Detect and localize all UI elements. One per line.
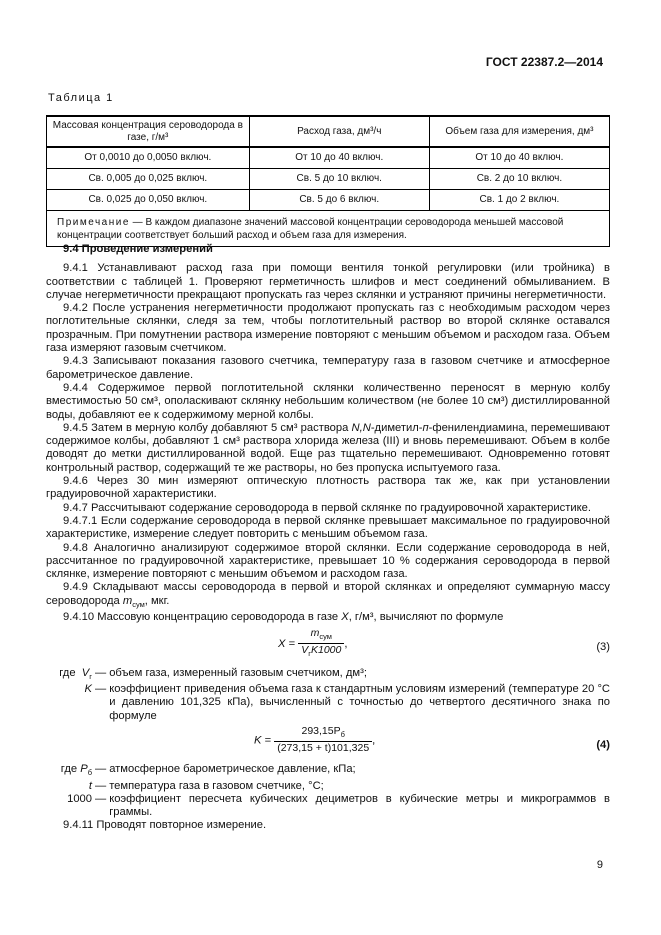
where-dash: —	[95, 762, 107, 775]
paragraph-9-4-8: 9.4.8 Аналогично анализируют содержимое второй склянки. Если содержание сероводорода в ней, рассчитанное по градуировочной характеристике, превышает 10 % содержания сероводорода в первой склянке, измерение повторяют с меньшим объемом и расходом газа.	[46, 541, 610, 581]
text-run: б	[340, 730, 345, 740]
note-label: Примечание	[57, 216, 130, 228]
where-dash: —	[95, 683, 107, 696]
where-item	[46, 667, 610, 684]
text-run: 9.4.9 Складывают массы сероводорода в первой и второй склянках и определяют суммарную массу сероводорода	[46, 581, 610, 607]
column-header: Массовая концентрация сероводорода в газе, г/м³	[47, 116, 250, 147]
table-cell: Св. 2 до 10 включ.	[429, 168, 609, 189]
where-dash: —	[95, 779, 107, 792]
text-run: -фенилендиамина, перемешивают содержимое колбы, добавляют 1 см³ раствора хлорида железа (III) и вновь перемешивают. Объем в колбе доводят до метки дистиллированной водой. Еще раз тщательно перемешивают. Одновременно готовят контрольный раствор, содержащий те же растворы, но без пропуска испытуемого газа.	[46, 421, 610, 474]
text-run: сум	[132, 599, 145, 609]
text-run: сум	[319, 631, 332, 641]
table-caption: Таблица 1	[48, 92, 114, 104]
table-cell: Св. 1 до 2 включ.	[429, 189, 609, 210]
table-cell: Св. 5 до 6 включ.	[249, 189, 429, 210]
table-header-row	[47, 116, 610, 147]
where-symbol	[46, 667, 95, 684]
formula-number: (4)	[596, 738, 610, 751]
formula-denominator: (273,15 + t)101,325	[277, 742, 370, 755]
where-symbol	[46, 763, 95, 780]
formula-4	[46, 723, 610, 763]
text-run: 9.4.5 Затем в мерную колбу добавляют 5 см³ раствора	[63, 421, 352, 434]
text-run: 9.4.10 Массовую концентрацию сероводорода в газе	[63, 611, 342, 624]
text-run: V	[301, 643, 309, 656]
paragraph-9-4-6: 9.4.6 Через 30 мин измеряют оптическую плотность раствора так же, как при установлении градуировочной характеристики.	[46, 475, 610, 501]
text-run: б	[87, 768, 92, 778]
text-run: где	[60, 762, 78, 775]
paragraph-9-4-9	[46, 581, 610, 611]
where-item	[46, 780, 610, 793]
text-run: 293,15P	[301, 724, 341, 737]
table-note	[47, 210, 610, 246]
formula-denominator	[298, 644, 344, 660]
note-text: — В каждом диапазоне значений массовой концентрации сероводорода меньшей массовой концентрации соответствует больший расход и объем газа для измерения.	[57, 216, 564, 241]
text-run: X	[341, 611, 349, 624]
where-symbol	[46, 793, 95, 820]
where-description: коэффициент пересчета кубических дециметров в кубические метры и микрограммов в граммы.	[109, 792, 610, 819]
where-item	[46, 793, 610, 820]
page-number: 9	[596, 859, 603, 871]
where-item	[46, 683, 610, 723]
table-cell: Св. 0,025 до 0,050 включ.	[47, 189, 250, 210]
table-note-row	[47, 210, 610, 246]
text-run: K	[84, 683, 92, 696]
text-run: K1000	[310, 643, 342, 656]
where-symbol	[46, 780, 95, 793]
table-row	[47, 189, 610, 210]
formula-numerator	[274, 725, 372, 742]
formula-3-expression	[278, 627, 518, 661]
formula-4-expression	[254, 725, 494, 756]
where-dash: —	[95, 792, 107, 805]
where-description: температура газа в газовом счетчике, °C;	[109, 779, 324, 792]
text-run: п	[422, 421, 429, 434]
table-cell: От 10 до 40 включ.	[249, 147, 429, 168]
formula-fraction	[274, 725, 372, 756]
paragraph-9-4-3: 9.4.3 Записывают показания газового счетчика, температуру газа в газовом счетчике и атмосферное барометрическое давление.	[46, 355, 610, 381]
text-run: 1000	[67, 792, 92, 805]
where-description: атмосферное барометрическое давление, кПа;	[109, 762, 356, 775]
column-header: Объем газа для измерения, дм³	[429, 116, 609, 147]
formula-numerator	[298, 627, 344, 644]
formula-eq: =	[261, 734, 275, 747]
text-run: t	[88, 779, 92, 792]
text-run: N,N	[351, 421, 371, 434]
formula-tail: ,	[372, 734, 376, 747]
text-run: V	[81, 666, 90, 679]
formula-number: (3)	[596, 640, 610, 653]
column-header: Расход газа, дм³/ч	[249, 116, 429, 147]
formula-3	[46, 625, 610, 667]
text-run: m	[310, 626, 320, 639]
formula-fraction	[298, 627, 344, 661]
where-item	[46, 763, 610, 780]
formula-lhs: K	[254, 734, 262, 747]
section-title: 9.4 Проведение измерений	[63, 243, 213, 255]
paragraph-9-4-7: 9.4.7 Рассчитывают содержание сероводорода в первой склянке по градуировочной характеристике.	[63, 501, 591, 514]
table-row	[47, 168, 610, 189]
document-body	[46, 243, 610, 833]
formula-lhs: X	[278, 637, 286, 650]
table-cell: Св. 0,005 до 0,025 включ.	[47, 168, 250, 189]
where-symbol	[46, 683, 95, 723]
formula-eq: =	[285, 637, 299, 650]
table-cell: Св. 5 до 10 включ.	[249, 168, 429, 189]
where-description: объем газа, измеренный газовым счетчиком, дм³;	[109, 666, 367, 679]
paragraph-9-4-4: 9.4.4 Содержимое первой поглотительной склянки количественно переносят в мерную колбу вместимостью 50 см³, ополаскивают склянку небольшим количеством (не более 10 см³) дистиллированной воды, добавляют ее к содержимому мерной колбы.	[46, 381, 610, 421]
paragraph-9-4-2: 9.4.2 После устранения негерметичности продолжают пропускать газ с необходимым расходом через поглотительные склянки, следя за тем, чтобы поглотительный раствор во второй склянке оставался прозрачным. При помутнении раствора измерение повторяют с меньшим объемом и расходом газа. Объем газа измеряют газовым счетчиком.	[46, 302, 610, 355]
table-1	[46, 115, 610, 247]
where-dash: —	[95, 666, 107, 679]
formula-tail: ,	[344, 637, 348, 650]
text-run: где	[59, 666, 76, 679]
text-run: г	[308, 649, 311, 659]
table-cell: От 10 до 40 включ.	[429, 147, 609, 168]
text-run: , г/м³, вычисляют по формуле	[348, 611, 504, 624]
text-run: , мкг.	[144, 594, 170, 607]
text-run: P	[80, 762, 88, 775]
text-run: -диметил-	[370, 421, 423, 434]
paragraph-9-4-7-1: 9.4.7.1 Если содержание сероводорода в первой склянке превышает максимальное по градуировочной характеристике, измерение следует повторить с меньшим объемом газа.	[46, 514, 610, 541]
table-row	[47, 147, 610, 168]
document-header: ГОСТ 22387.2—2014	[485, 55, 603, 69]
paragraph-9-4-5	[46, 422, 610, 475]
text-run: m	[122, 594, 133, 607]
paragraph-9-4-11: 9.4.11 Проводят повторное измерение.	[63, 819, 267, 832]
table-cell: От 0,0010 до 0,0050 включ.	[47, 147, 250, 168]
paragraph-9-4-10	[46, 611, 610, 624]
where-description: коэффициент приведения объема газа к стандартным условиям измерений (температуре 20 °C и давлению 101,325 кПа), вычисленный с точностью до четвертого десятичного знака по формуле	[109, 683, 610, 722]
text-run: г	[89, 671, 92, 681]
paragraph-9-4-1: 9.4.1 Устанавливают расход газа при помощи вентиля тонкой регулировки (или тройника) в соответствии с таблицей 1. Проверяют герметичность шлифов и мест соединений обмыливанием. В случае негерметичности прекращают пропускать газ через склянки и устраняют причины негерметичности.	[46, 262, 610, 301]
